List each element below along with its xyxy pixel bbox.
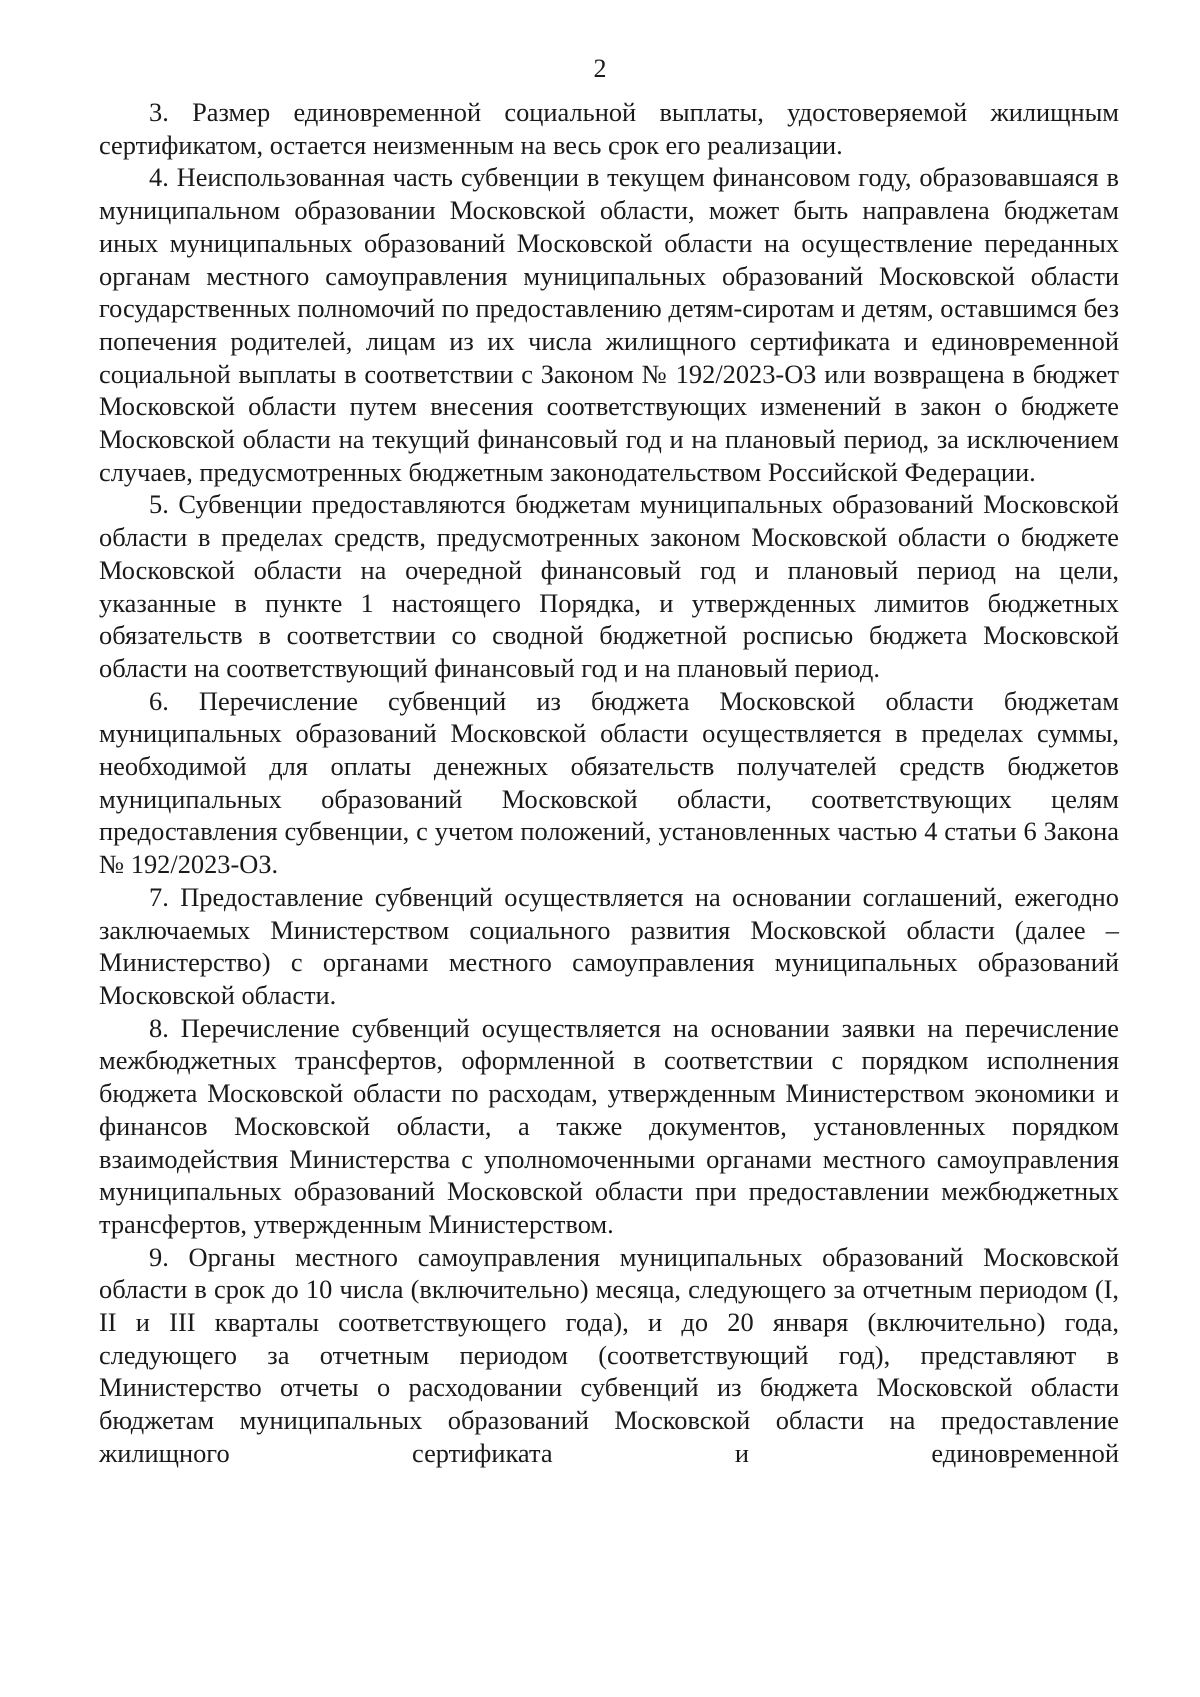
paragraph-4: 4. Неиспользованная часть субвенции в текущем финансовом году, образовавшаяся в муниципальном образовании Московской области, может быть направлена бюджетам иных муниципальных образований Московской области на осуществление переданных органам местного самоуправления муниципальных образований Московской области государственных полномочий по предоставлению детям-сиротам и детям, оставшимся без попечения родителей, лицам из их числа жилищного сертификата и единовременной социальной выплаты в соответствии с Законом № 192/2023-ОЗ или возвращена в бюджет Московской области путем внесения соответствующих изменений в закон о бюджете Московской области на текущий финансовый год и на плановый период, за исключением случаев, предусмотренных бюджетным законодательством Российской Федерации. <box>99 162 1119 487</box>
paragraph-7: 7. Предоставление субвенций осуществляется на основании соглашений, ежегодно заключаемых Министерством социального развития Московской области (далее – Министерство) с органами местного самоуправления муниципальных образований Московской области. <box>99 881 1119 1010</box>
paragraph-6: 6. Перечисление субвенций из бюджета Московской области бюджетам муниципальных образований Московской области осуществляется в пределах суммы, необходимой для оплаты денежных обязательств получателей средств бюджетов муниципальных образований Московской области, соответствующих целям предоставления субвенции, с учетом положений, установленных частью 4 статьи 6 Закона № 192/2023-ОЗ. <box>99 685 1119 880</box>
page-number: 2 <box>593 54 607 83</box>
paragraph-5: 5. Субвенции предоставляются бюджетам муниципальных образований Московской области в пределах средств, предусмотренных законом Московской области о бюджете Московской области на очередной финансовый год и плановый период на цели, указанные в пункте 1 настоящего Порядка, и утвержденных лимитов бюджетных обязательств в соответствии со сводной бюджетной росписью бюджета Московской области на соответствующий финансовый год и на плановый период. <box>99 489 1119 683</box>
paragraph-8: 8. Перечисление субвенций осуществляется на основании заявки на перечисление межбюджетных трансфертов, оформленной в соответствии с порядком исполнения бюджета Московской области по расходам, утвержденным Министерством экономики и финансов Московской области, а также документов, установленных порядком взаимодействия Министерства с уполномоченными органами местного самоуправления муниципальных образований Московской области при предоставлении межбюджетных трансфертов, утвержденным Министерством. <box>99 1012 1119 1239</box>
document-body <box>99 96 1119 1470</box>
paragraph-3: 3. Размер единовременной социальной выплаты, удостоверяемой жилищным сертификатом, остается неизменным на весь срок его реализации. <box>99 97 1119 160</box>
paragraph-9: 9. Органы местного самоуправления муниципальных образований Московской области в срок до 10 числа (включительно) месяца, следующего за отчетным периодом (I, II и III кварталы соответствующего года), и до 20 января (включительно) года, следующего за отчетным периодом (соответствующий год), представляют в Министерство отчеты о расходовании субвенций из бюджета Московской области бюджетам муниципальных образований Московской области на предоставление жилищного сертификата и единовременной <box>99 1241 1119 1468</box>
